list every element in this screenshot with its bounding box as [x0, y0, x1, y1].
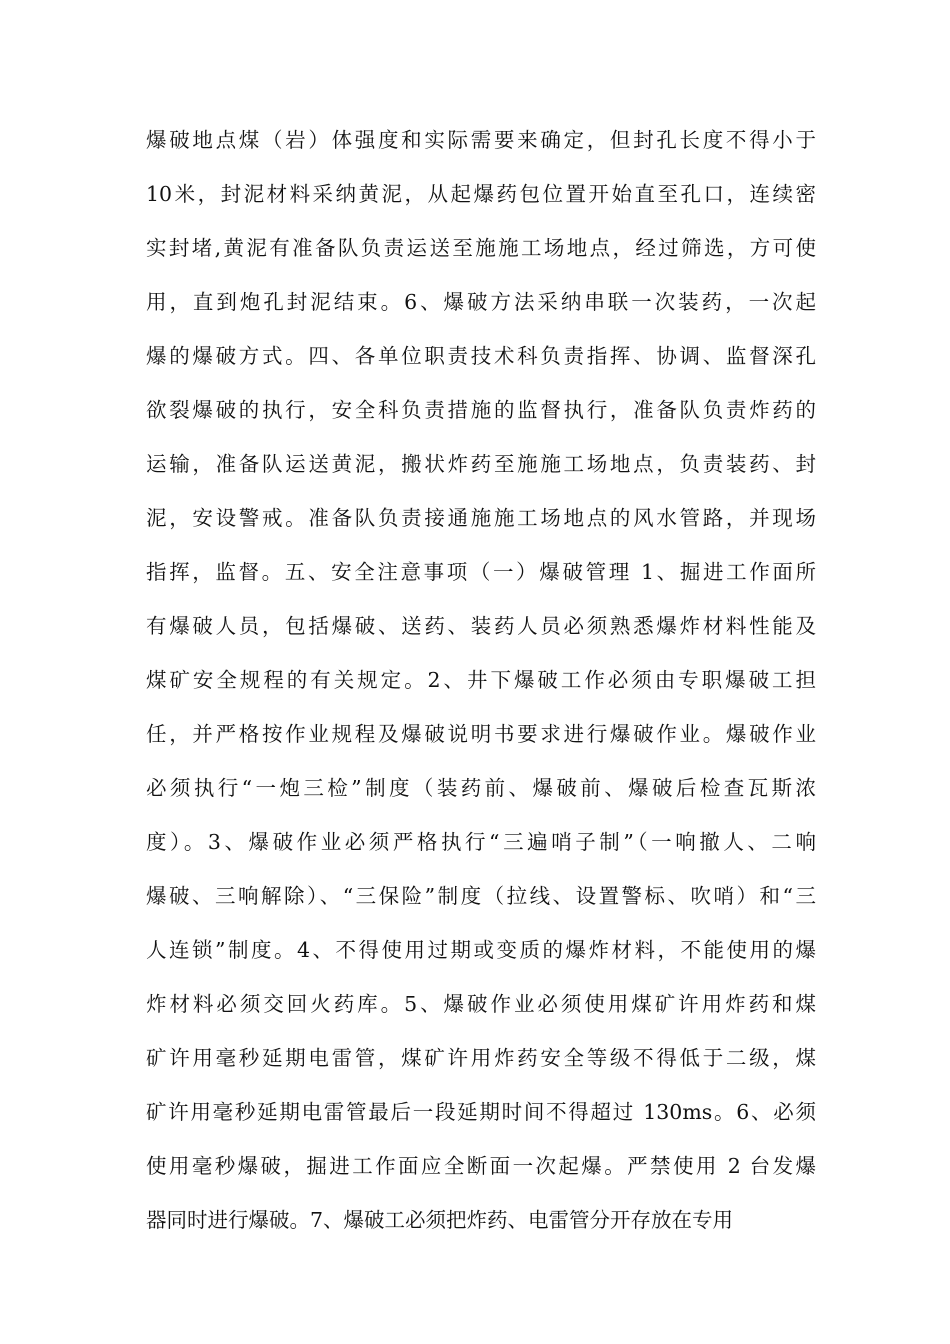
- text-line: 泥，安设警戒。准备队负责接通施施工场地点的风水管路，并现场: [146, 506, 816, 530]
- text-line: 指挥，监督。五、安全注意事项（一）爆破管理 1、掘进工作面所: [146, 560, 816, 584]
- text-line: 有爆破人员，包括爆破、送药、装药人员必须熟悉爆炸材料性能及: [146, 614, 816, 638]
- text-line: 爆的爆破方式。四、各单位职责技术科负责指挥、协调、监督深孔: [146, 344, 816, 368]
- text-line: 必须执行“一炮三检”制度（装药前、爆破前、爆破后检查瓦斯浓: [146, 776, 816, 800]
- body-text: [146, 113, 816, 1247]
- text-line: 运输，准备队运送黄泥，搬状炸药至施施工场地点，负责装药、封: [146, 452, 816, 476]
- text-line: 爆破、三响解除）、“三保险”制度（拉线、设置警标、吹哨）和“三: [146, 884, 816, 908]
- text-line: 用，直到炮孔封泥结束。6、爆破方法采纳串联一次装药，一次起: [146, 290, 816, 314]
- text-line: 人连锁”制度。4、不得使用过期或变质的爆炸材料，不能使用的爆: [146, 938, 816, 962]
- text-line: 欲裂爆破的执行，安全科负责措施的监督执行，准备队负责炸药的: [146, 398, 816, 422]
- text-line: 炸材料必须交回火药库。5、爆破作业必须使用煤矿许用炸药和煤: [146, 992, 816, 1016]
- text-line: 实封堵,黄泥有准备队负责运送至施施工场地点，经过筛选，方可使: [146, 236, 816, 260]
- text-line: 器同时进行爆破。7、爆破工必须把炸药、电雷管分开存放在专用: [146, 1208, 734, 1232]
- text-line: 矿许用毫秒延期电雷管，煤矿许用炸药安全等级不得低于二级，煤: [146, 1046, 816, 1070]
- text-line: 使用毫秒爆破，掘进工作面应全断面一次起爆。严禁使用 2 台发爆: [146, 1154, 816, 1178]
- text-line: 度）。3、爆破作业必须严格执行“三遍哨子制”（一响撤人、二响: [146, 830, 816, 854]
- text-line: 任，并严格按作业规程及爆破说明书要求进行爆破作业。爆破作业: [146, 722, 816, 746]
- text-line: 煤矿安全规程的有关规定。2、井下爆破工作必须由专职爆破工担: [146, 668, 816, 692]
- text-line: 矿许用毫秒延期电雷管最后一段延期时间不得超过 130ms。6、必须: [146, 1100, 816, 1124]
- text-line: 10米，封泥材料采纳黄泥，从起爆药包位置开始直至孔口，连续密: [146, 182, 816, 206]
- text-line: 爆破地点煤（岩）体强度和实际需要来确定，但封孔长度不得小于: [146, 128, 816, 152]
